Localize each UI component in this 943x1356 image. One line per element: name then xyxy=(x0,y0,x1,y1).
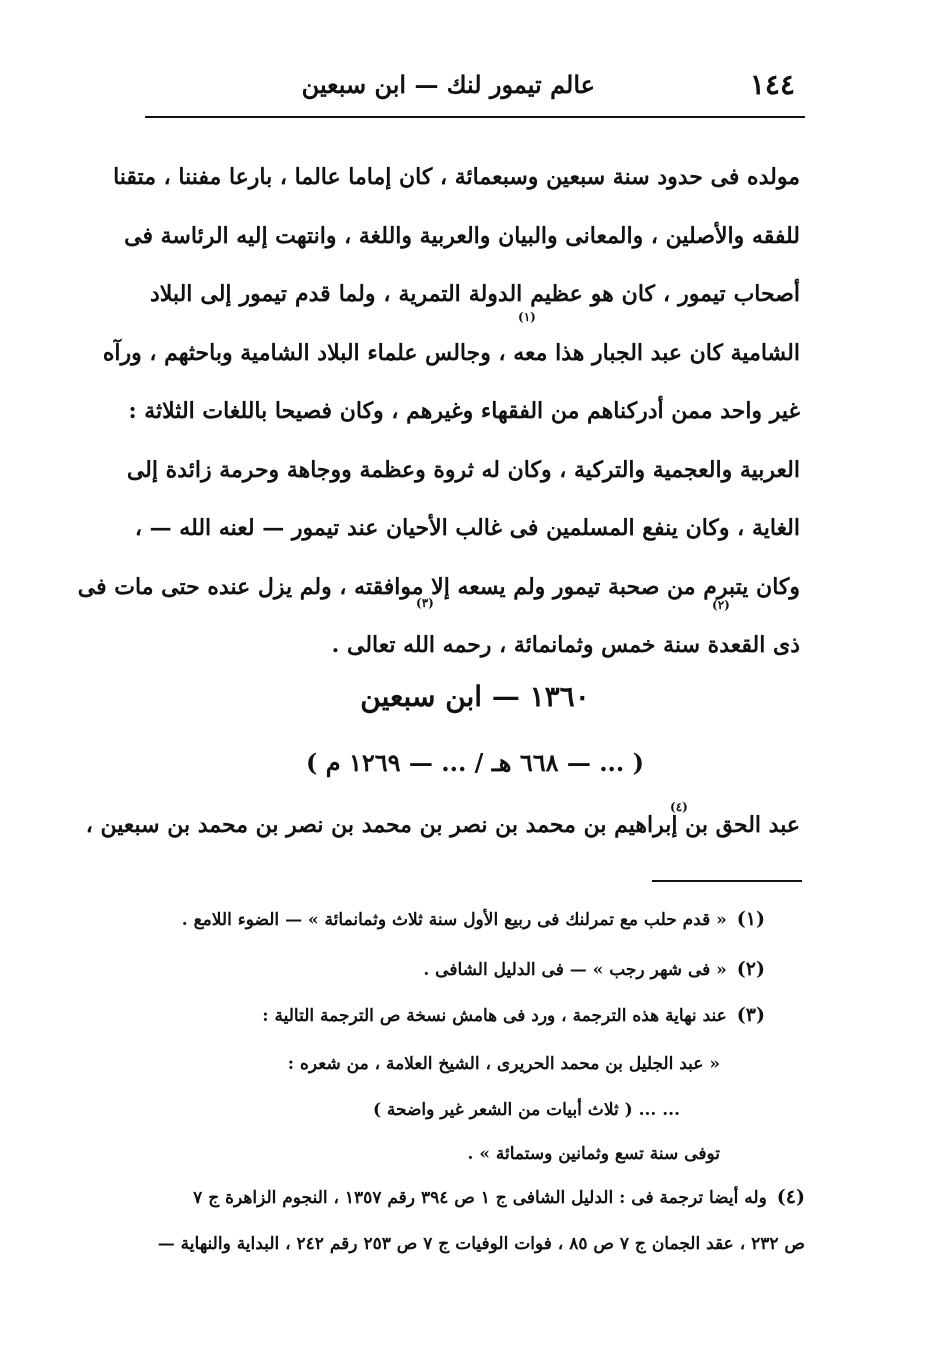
footnote-number: (١) xyxy=(736,908,765,930)
footnote-text: « فى شهر رجب » — فى الدليل الشافى . xyxy=(423,960,727,980)
footnote-4-continuation: ص ٢٣٢ ، عقد الجمان ج ٧ ص ٨٥ ، فوات الوفيات ج ٧ ص ٢٥٣ رقم ٢٤٢ ، البداية والنهاية — xyxy=(157,1234,805,1254)
body-line: وكان يتبرم من صحبة تيمور ولم يسعه إلا موافقته ، ولم يزل عنده حتى مات فى xyxy=(77,573,800,600)
entry-dates: ( ... — ٦٦٨ هـ / ... — ١٢٦٩ م ) xyxy=(306,748,644,777)
footnote-ref-3: (٣) xyxy=(416,596,434,610)
footnote-number: (٤) xyxy=(776,1186,805,1208)
footnote-text: « قدم حلب مع تمرلنك فى ربيع الأول سنة ثلاث وثمانمائة » — الضوء اللامع . xyxy=(181,910,727,930)
entry-heading: ١٣٦٠ — ابن سبعين xyxy=(360,680,590,713)
body-line: أصحاب تيمور ، كان هو عظيم الدولة التمرية ، ولما قدم تيمور إلى البلاد xyxy=(150,281,800,307)
footnote-ref-4: (٤) xyxy=(670,800,688,814)
footnote-3-quote-line: « عبد الجليل بن محمد الحريرى ، الشيخ العلامة ، من شعره : xyxy=(287,1054,720,1074)
body-line: ذى القعدة سنة خمس وثمانمائة ، رحمه الله تعالى . xyxy=(331,632,800,658)
body-line: الغاية ، وكان ينفع المسلمين فى غالب الأحيان عند تيمور — لعنه الله — ، xyxy=(134,515,800,541)
footnote-text: وله أيضا ترجمة فى : الدليل الشافى ج ١ ص ٣٩٤ رقم ١٣٥٧ ، النجوم الزاهرة ج ٧ xyxy=(193,1188,767,1208)
footnote-text: عند نهاية هذه الترجمة ، ورد فى هامش نسخة ص الترجمة التالية : xyxy=(262,1006,727,1026)
page-number: ١٤٤ xyxy=(749,68,795,101)
footnote-1 xyxy=(182,908,765,930)
footnote-number: (٢) xyxy=(736,958,765,980)
running-title: عالم تيمور لنك — ابن سبعين xyxy=(301,70,595,99)
footnote-4 xyxy=(193,1186,805,1208)
footnote-3-quote-line: توفى سنة تسع وثمانين وستمائة » . xyxy=(467,1144,720,1164)
footnote-separator xyxy=(652,880,802,882)
body-line: غير واحد ممن أدركناهم من الفقهاء وغيرهم ، وكان فصيحا باللغات الثلاثة : xyxy=(128,398,800,424)
body-line: العربية والعجمية والتركية ، وكان له ثروة وعظمة ووجاهة وحرمة زائدة إلى xyxy=(126,456,800,483)
footnote-ref-2: (٢) xyxy=(712,598,730,612)
footnote-2 xyxy=(423,958,765,980)
footnote-ref-1: (١) xyxy=(518,310,536,324)
footnote-number: (٣) xyxy=(736,1004,765,1026)
body-line: الشامية كان عبد الجبار هذا معه ، وجالس علماء البلاد الشامية وباحثهم ، ورآه xyxy=(102,339,800,366)
footnote-3-quote-line: ... ... ( ثلاث أبيات من الشعر غير واضحة ) xyxy=(372,1100,680,1120)
body-line: مولده فى حدود سنة سبعين وسبعمائة ، كان إماما عالما ، بارعا مفننا ، متقنا xyxy=(113,164,800,190)
body-paragraph xyxy=(77,148,800,675)
entry-first-line: عبد الحق بن إبراهيم بن محمد بن نصر بن محمد بن نصر بن محمد بن سبعين ، xyxy=(85,812,800,838)
header-rule xyxy=(145,116,805,118)
footnote-3 xyxy=(262,1004,765,1026)
page-header xyxy=(145,62,805,110)
body-line: للفقه والأصلين ، والمعانى والبيان والعربية واللغة ، وانتهت إليه الرئاسة فى xyxy=(124,222,800,249)
